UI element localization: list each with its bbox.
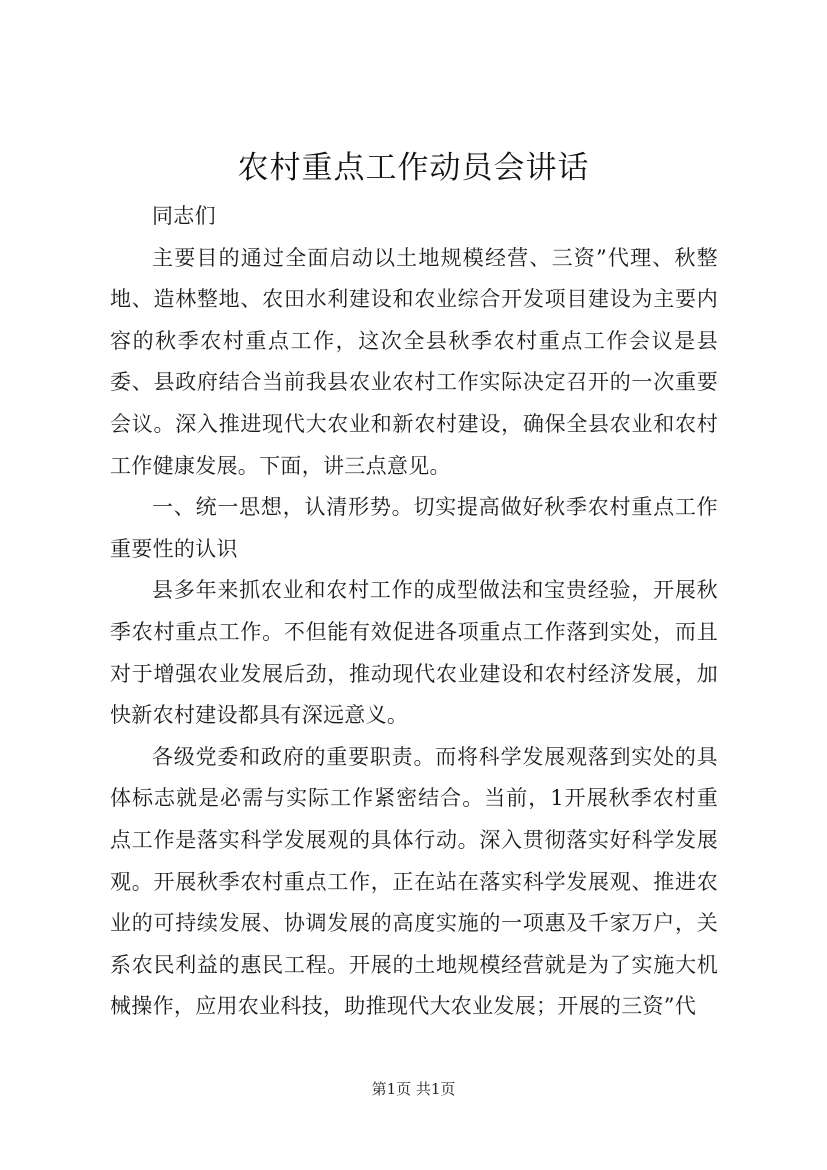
body-paragraph: 县多年来抓农业和农村工作的成型做法和宝贵经验，开展秋季农村重点工作。不但能有效促进各项重点工作落到实处，而且对于增强农业发展后劲，推动现代农业建设和农村经济发展，加快新农村建设都具有深远意义。: [110, 578, 718, 728]
document-title: 农村重点工作动员会讲话: [237, 150, 590, 186]
intro-paragraph: 主要目的通过全面启动以土地规模经营、三资”代理、秋整地、造林整地、农田水利建设和农业综合开发项目建设为主要内容的秋季农村重点工作，这次全县秋季农村重点工作会议是县委、县政府结合当前我县农业农村工作实际决定召开的一次重要会议。深入推进现代大农业和新农村建设，确保全县农业和农村工作健康发展。下面，讲三点意见。: [110, 245, 718, 478]
salutation-paragraph: 同志们: [152, 204, 216, 228]
document-body: [110, 196, 718, 1028]
page-number-footer: 第1页 共1页: [371, 1080, 456, 1098]
section-heading-1: 一、统一思想，认清形势。切实提高做好秋季农村重点工作重要性的认识: [110, 495, 718, 561]
body-paragraph: 各级党委和政府的重要职责。而将科学发展观落到实处的具体标志就是必需与实际工作紧密结合。当前，1开展秋季农村重点工作是落实科学发展观的具体行动。深入贯彻落实好科学发展观。开展秋季农村重点工作，正在站在落实科学发展观、推进农业的可持续发展、协调发展的高度实施的一项惠及千家万户，关系农民利益的惠民工程。开展的土地规模经营就是为了实施大机械操作，应用农业科技，助推现代大农业发展；开展的三资”代: [110, 744, 718, 1019]
